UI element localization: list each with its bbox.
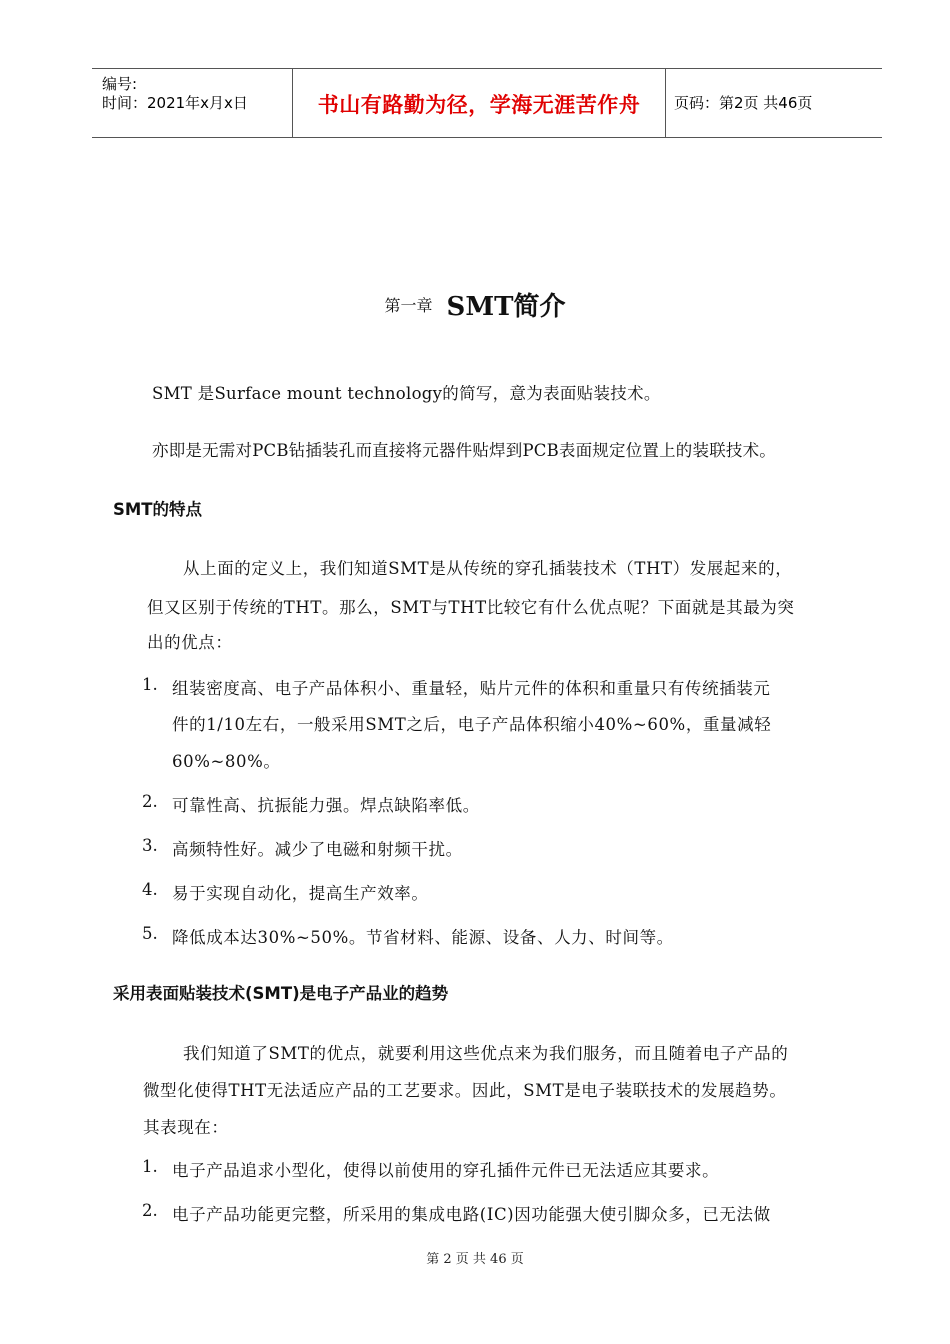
- chapter-title: [0, 286, 950, 323]
- list-item-text: 件的1/10左右，一般采用SMT之后，电子产品体积缩小40%~60%，重量减轻: [172, 715, 772, 734]
- header-motto-cell: [292, 69, 666, 137]
- list-item-text: 组装密度高、电子产品体积小、重量轻，贴片元件的体积和重量只有传统插装元: [172, 679, 771, 698]
- page-info: 页码：第2页 共46页: [674, 94, 813, 112]
- list-item-number: 3.: [142, 836, 158, 855]
- list-item-text: 可靠性高、抗振能力强。焊点缺陷率低。: [172, 796, 480, 815]
- intro-paragraph-1: SMT 是Surface mount technology的简写，意为表面贴装技术。: [152, 384, 661, 403]
- page-footer: 第 2 页 共 46 页: [426, 1252, 524, 1267]
- section-heading-trend: 采用表面贴装技术(SMT)是电子产品业的趋势: [113, 984, 449, 1003]
- list-item-number: 4.: [142, 880, 158, 899]
- chapter-label: 第一章: [384, 296, 433, 315]
- list-item-number: 2.: [142, 1201, 158, 1220]
- page-header: [92, 68, 882, 138]
- list-item-number: 1.: [142, 675, 158, 694]
- trend-para-line-1: 我们知道了SMT的优点，就要利用这些优点来为我们服务，而且随着电子产品的: [183, 1044, 789, 1063]
- list-item-text: 易于实现自动化，提高生产效率。: [172, 884, 429, 903]
- list-item-text: 降低成本达30%~50%。节省材料、能源、设备、人力、时间等。: [172, 928, 674, 947]
- list-item-number: 2.: [142, 792, 158, 811]
- list-item-text: 高频特性好。减少了电磁和射频干扰。: [172, 840, 463, 859]
- list-item-number: 5.: [142, 924, 158, 943]
- time-label: 时间：2021年x月x日: [102, 94, 248, 112]
- features-para-line-2: 但又区别于传统的THT。那么，SMT与THT比较它有什么优点呢？下面就是其最为突: [147, 598, 795, 617]
- features-para-line-3: 出的优点：: [147, 633, 233, 652]
- list-item-text: 电子产品追求小型化，使得以前使用的穿孔插件元件已无法适应其要求。: [172, 1161, 720, 1180]
- features-para-line-1: 从上面的定义上，我们知道SMT是从传统的穿孔插装技术（THT）发展起来的，: [183, 559, 793, 578]
- section-heading-features: SMT的特点: [113, 500, 203, 519]
- chapter-name: SMT简介: [446, 292, 566, 322]
- trend-para-line-2: 微型化使得THT无法适应产品的工艺要求。因此，SMT是电子装联技术的发展趋势。: [143, 1081, 787, 1100]
- intro-paragraph-2: 亦即是无需对PCB钻插装孔而直接将元器件贴焊到PCB表面规定位置上的装联技术。: [152, 441, 777, 460]
- list-item-number: 1.: [142, 1157, 158, 1176]
- header-meta: [92, 69, 292, 137]
- motto-text: 书山有路勤为径，学海无涯苦作舟: [317, 93, 641, 117]
- list-item-text: 电子产品功能更完整，所采用的集成电路(IC)因功能强大使引脚众多，已无法做: [172, 1205, 771, 1224]
- list-item-text: 60%~80%。: [172, 752, 281, 771]
- serial-label: 编号:: [102, 75, 138, 93]
- trend-para-line-3: 其表现在：: [143, 1118, 229, 1137]
